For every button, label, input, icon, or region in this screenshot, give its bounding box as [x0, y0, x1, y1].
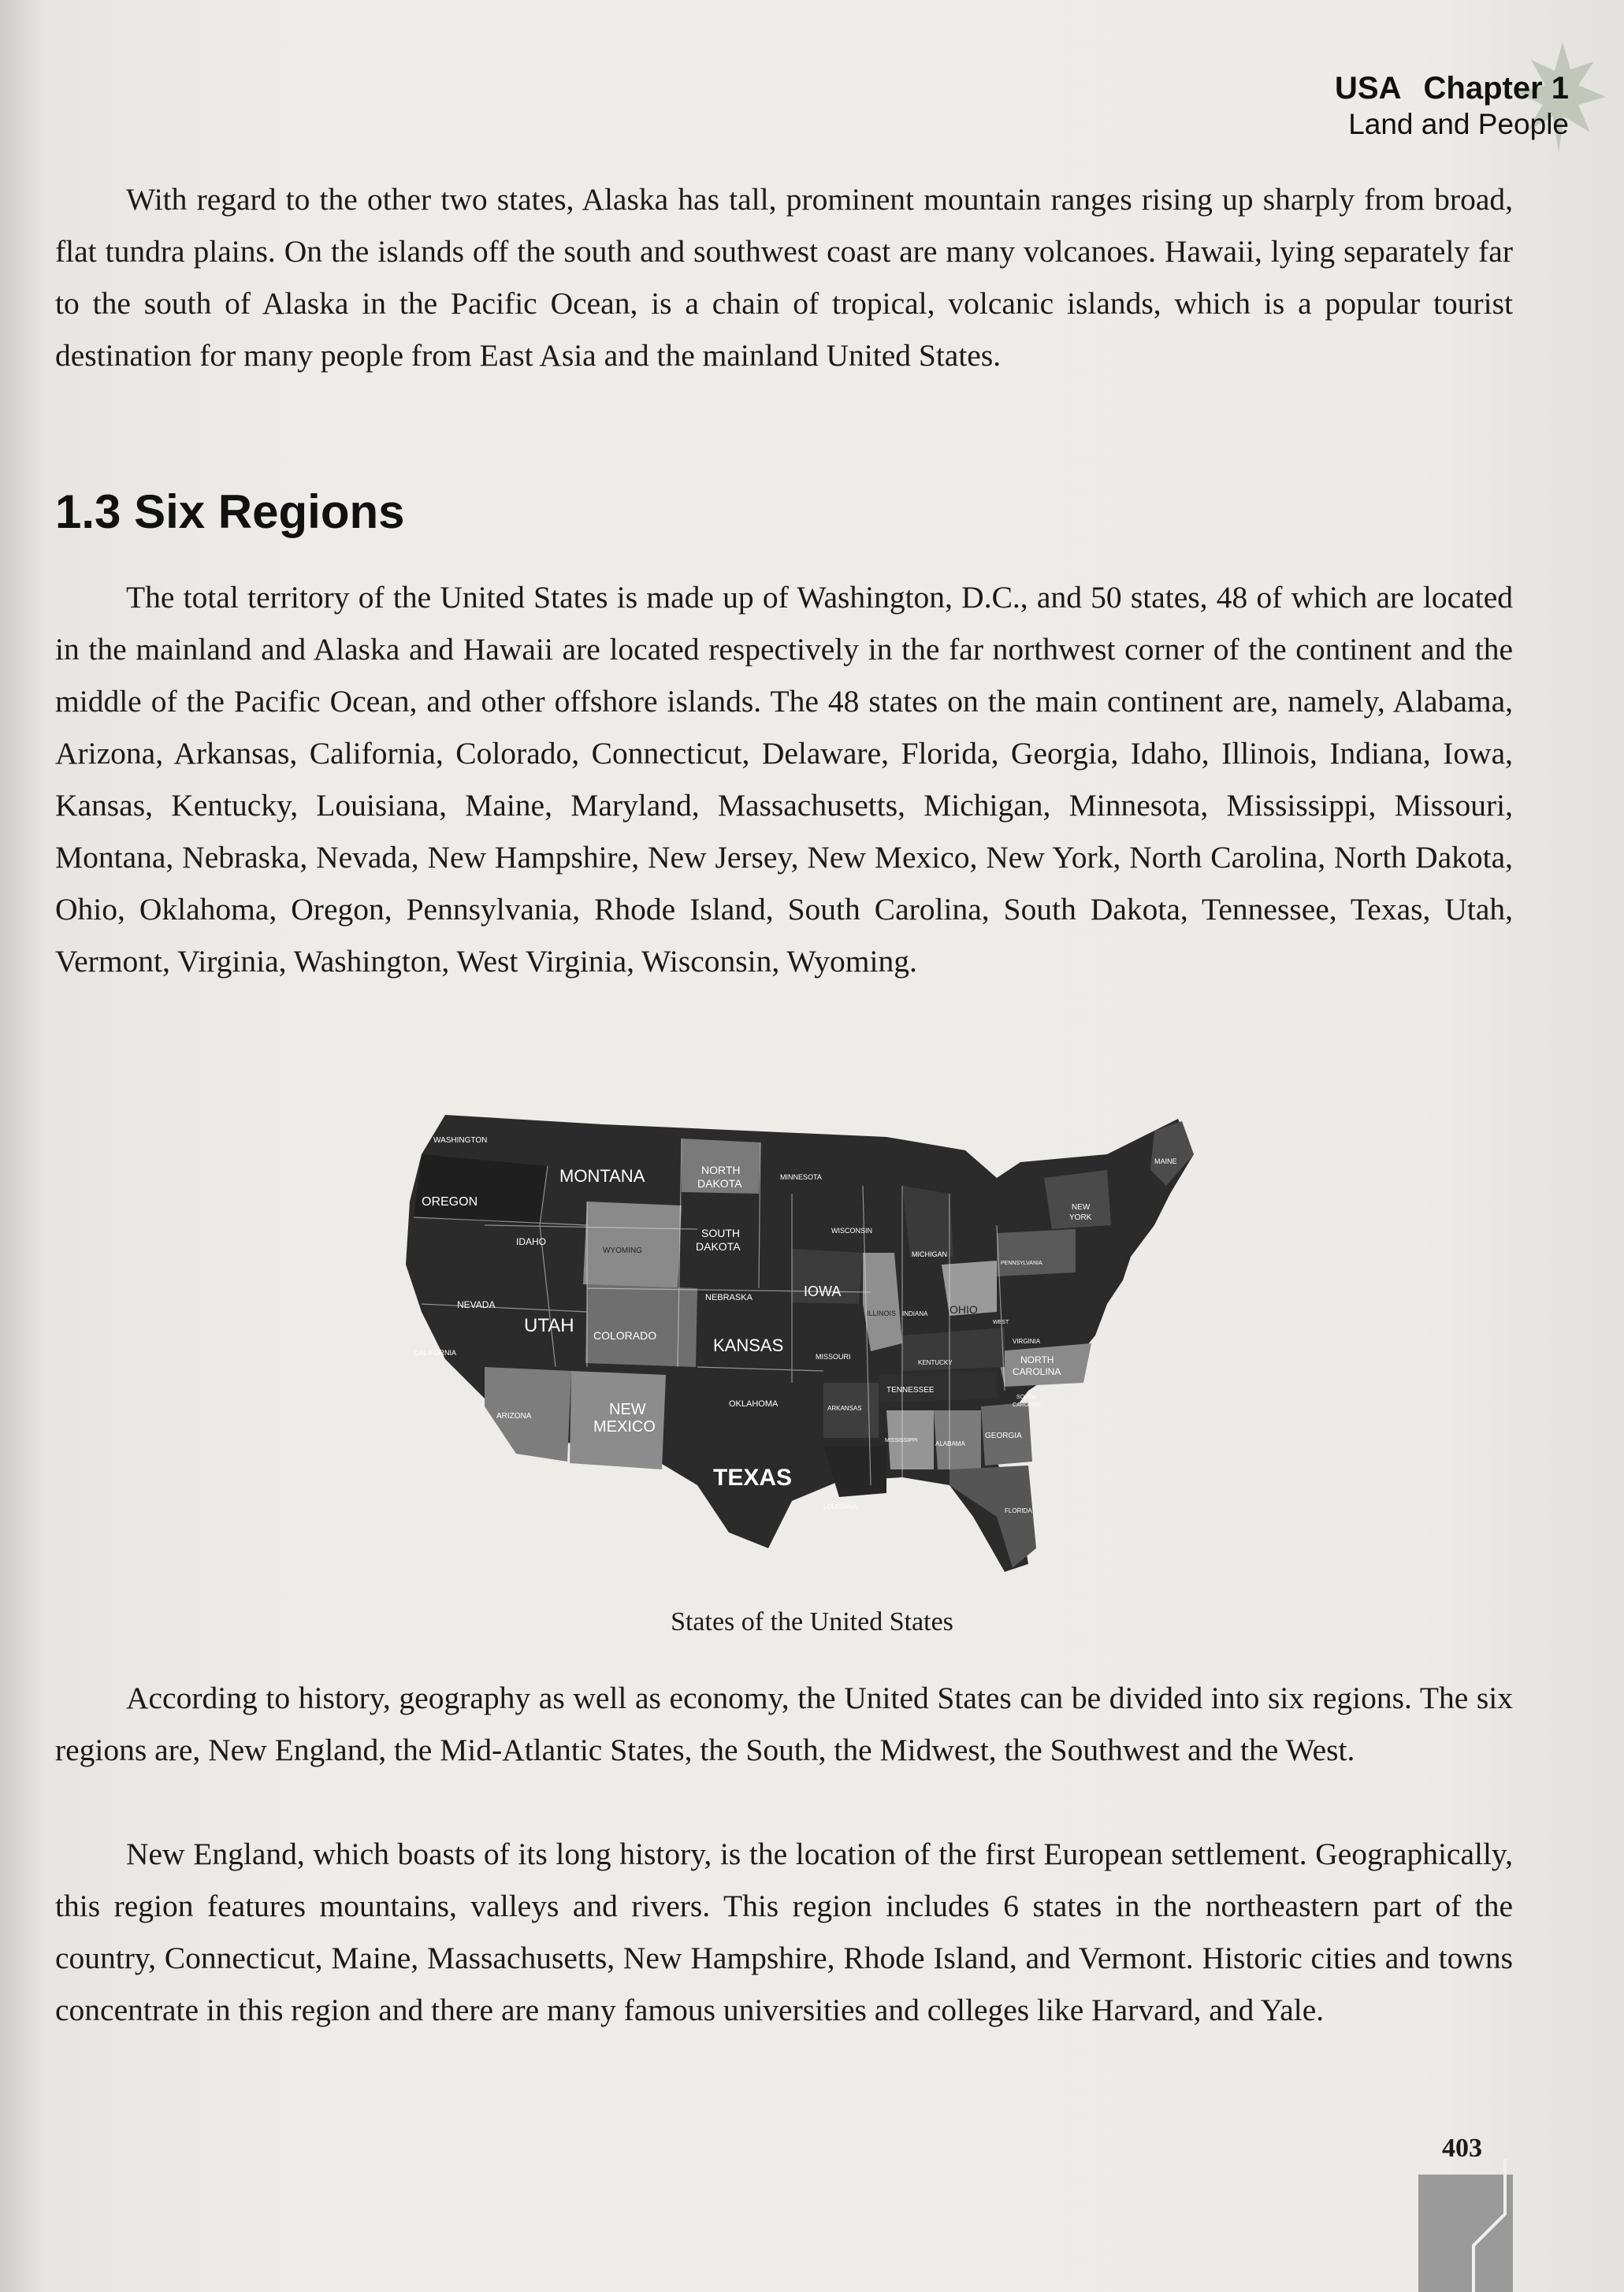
us-states-map — [398, 1107, 1225, 1599]
label-west-virginia: WEST — [993, 1320, 1009, 1325]
state-shape-oregon — [414, 1154, 548, 1225]
section-title: 1.3 Six Regions — [55, 485, 405, 538]
label-pennsylvania: PENNSYLVANIA — [1001, 1261, 1042, 1266]
label-maine: MAINE — [1154, 1157, 1177, 1165]
label-nevada: NEVADA — [457, 1299, 496, 1310]
label-mississippi: MISSISSIPPI — [885, 1438, 918, 1443]
label-washington: WASHINGTON — [433, 1136, 488, 1145]
paragraph-text: New England, which boasts of its long history, is the location of the first European settlement. Geographically, this region features mountains, valleys and rivers. This region includes 6 states in the northeastern part of the country, Connecticut, Maine, Massachusetts, New Hampshire, Rhode Island, and Vermont. Historic cities and towns concentrate in this region and there are many famous universities and colleges like Harvard, and Yale. — [55, 1837, 1513, 2027]
label-south-carolina-1: SOUTH — [1016, 1395, 1036, 1400]
state-shape-maine — [1150, 1121, 1194, 1186]
label-new-york-1: NEW — [1072, 1203, 1091, 1212]
state-shape-michigan — [902, 1186, 953, 1257]
label-florida: FLORIDA — [1005, 1507, 1032, 1514]
chapter-country: USA — [1335, 71, 1402, 106]
map-caption: States of the United States — [671, 1607, 953, 1636]
label-arkansas: ARKANSAS — [827, 1405, 862, 1412]
label-south-carolina-2: CAROLINA — [1013, 1402, 1041, 1408]
chapter-header — [1335, 69, 1569, 142]
label-north-dakota-2: DAKOTA — [697, 1177, 742, 1190]
label-louisiana: LOUISIANA — [823, 1503, 857, 1510]
label-illinois: ILLINOIS — [867, 1309, 897, 1317]
label-idaho: IDAHO — [516, 1236, 547, 1247]
page-tab-decoration-icon — [1418, 2159, 1513, 2292]
label-new-mexico-1: NEW — [609, 1401, 646, 1418]
label-wisconsin: WISCONSIN — [831, 1227, 873, 1235]
paragraph-regions — [55, 1672, 1513, 1776]
label-montana: MONTANA — [559, 1166, 645, 1186]
state-shape-colorado — [585, 1284, 697, 1367]
page-number: 403 — [1442, 2134, 1482, 2163]
paragraph-text: According to history, geography as well as economy, the United States can be divided into six regions. The six regions are, New England, the Mid-Atlantic States, the South, the Midwest, the Southwest and the West. — [55, 1681, 1513, 1767]
label-alabama: ALABAMA — [935, 1440, 965, 1447]
label-texas: TEXAS — [713, 1465, 793, 1491]
label-virginia: VIRGINIA — [1013, 1338, 1041, 1345]
state-shape-wyoming — [583, 1202, 682, 1288]
label-south-dakota-2: DAKOTA — [696, 1240, 741, 1253]
label-arizona: ARIZONA — [496, 1412, 532, 1421]
label-tennessee: TENNESSEE — [886, 1386, 935, 1395]
chapter-subtitle: Land and People — [1348, 108, 1569, 140]
label-south-dakota-1: SOUTH — [701, 1227, 740, 1239]
label-north-carolina-1: NORTH — [1020, 1354, 1054, 1365]
chapter-number: Chapter 1 — [1423, 71, 1569, 106]
state-shape-pennsylvania — [997, 1229, 1076, 1276]
label-indiana: INDIANA — [902, 1310, 928, 1317]
label-oregon: OREGON — [422, 1195, 478, 1209]
label-iowa: IOWA — [804, 1283, 842, 1299]
label-michigan: MICHIGAN — [912, 1250, 947, 1258]
label-oklahoma: OKLAHOMA — [729, 1399, 779, 1409]
label-north-carolina-2: CAROLINA — [1013, 1366, 1061, 1377]
label-kansas: KANSAS — [713, 1335, 784, 1355]
label-missouri: MISSOURI — [816, 1353, 851, 1361]
chapter-label — [1335, 69, 1569, 107]
label-north-dakota-1: NORTH — [701, 1164, 741, 1176]
label-new-york-2: YORK — [1069, 1213, 1092, 1222]
paragraph-alaska-hawaii — [55, 173, 1513, 381]
paragraph-text: With regard to the other two states, Alaska has tall, prominent mountain ranges rising up sharply from broad, flat tundra plains. On the islands off the south and southwest coast are many volcanoes. Hawaii, lying separately far to the south of Alaska in the Pacific Ocean, is a chain of tropical, volcanic islands, which is a popular tourist destination for many people from East Asia and the mainland United States. — [55, 182, 1513, 373]
label-ohio: OHIO — [950, 1303, 978, 1316]
label-kentucky: KENTUCKY — [918, 1359, 953, 1366]
label-nebraska: NEBRASKA — [705, 1293, 753, 1302]
label-minnesota: MINNESOTA — [780, 1173, 822, 1181]
paragraph-new-england — [55, 1828, 1513, 2036]
paragraph-text: The total territory of the United States is made up of Washington, D.C., and 50 states, 48 of which are located in the mainland and Alaska and Hawaii are located respectively in the far northwest corner of the continent and the middle of the Pacific Ocean, and other offshore islands. The 48 states on the main continent are, namely, Alabama, Arizona, Arkansas, California, Colorado, Connecticut, Delaware, Florida, Georgia, Idaho, Illinois, Indiana, Iowa, Kansas, Kentucky, Louisiana, Maine, Maryland, Massachusetts, Michigan, Minnesota, Mississippi, Missouri, Montana, Nebraska, Nevada, New Hampshire, New Jersey, New Mexico, New York, North Carolina, North Dakota, Ohio, Oklahoma, Oregon, Pennsylvania, Rhode Island, South Carolina, South Dakota, Tennessee, Texas, Utah, Vermont, Virginia, Washington, West Virginia, Wisconsin, Wyoming. — [55, 580, 1513, 979]
label-wyoming: WYOMING — [603, 1246, 642, 1255]
label-utah: UTAH — [524, 1315, 574, 1336]
state-shape-louisiana — [823, 1446, 886, 1497]
label-california: CALIFORNIA — [414, 1349, 457, 1357]
label-new-mexico-2: MEXICO — [593, 1418, 656, 1436]
paragraph-territory — [55, 571, 1513, 987]
label-colorado: COLORADO — [593, 1329, 657, 1342]
label-georgia: GEORGIA — [985, 1432, 1022, 1440]
